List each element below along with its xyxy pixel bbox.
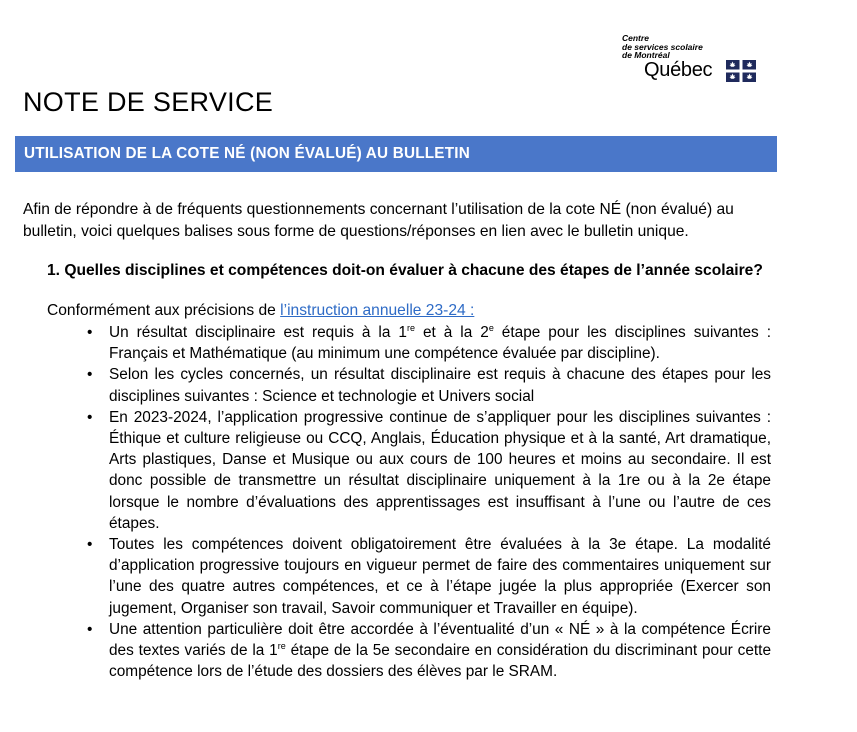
page-title: NOTE DE SERVICE bbox=[23, 87, 274, 117]
list-item: • Une attention particulière doit être accordée à l’éventualité d’un « NÉ » à la compétence Écrire des textes variés de la 1re étape de la 5e secondaire en considération du discriminant pour cette compétence lors de l’étude des dossiers des élèves par le SRAM. bbox=[87, 619, 771, 683]
logo-quebec-wordmark: Québec bbox=[644, 59, 713, 81]
logo bbox=[622, 34, 762, 84]
intro-paragraph: Afin de répondre à de fréquents questionnements concernant l’utilisation de la cote NÉ (non évalué) au bulletin, voici quelques balises sous forme de questions/réponses en lien avec le bulletin unique. bbox=[23, 201, 734, 240]
question-heading: 1. Quelles disciplines et compétences doit-on évaluer à chacune des étapes de l’année scolaire? bbox=[47, 262, 763, 279]
bullet-list bbox=[87, 322, 771, 682]
instruction-annuelle-link[interactable]: l’instruction annuelle 23-24 : bbox=[280, 302, 475, 319]
fleurdelise-flag-icon bbox=[726, 60, 756, 82]
list-item: • Un résultat disciplinaire est requis à la 1re et à la 2e étape pour les disciplines suivantes : Français et Mathématique (au minimum une compétence évaluée par discipline). bbox=[87, 322, 771, 364]
list-item: • Toutes les compétences doivent obligatoirement être évaluées à la 3e étape. La modalité d’application progressive toujours en vigueur permet de faire des commentaires uniquement sur l’une des quatre autres compétences, et ce à l’étape jugée la plus appropriée (Exercer son jugement, Organiser son travail, Savoir communiquer et Travailler en équipe). bbox=[87, 534, 771, 619]
list-item: • Selon les cycles concernés, un résultat disciplinaire est requis à chacune des étapes pour les disciplines suivantes : Science et technologie et Univers social bbox=[87, 364, 771, 406]
logo-org-name: Centre de services scolaire de Montréal bbox=[622, 33, 703, 60]
section-banner bbox=[15, 136, 777, 172]
list-item: • En 2023-2024, l’application progressive continue de s’appliquer pour les disciplines suivantes : Éthique et culture religieuse ou CCQ, Anglais, Éducation physique et à la santé, Art dramatique, Arts plastiques, Danse et Musique ou aux cours de 100 heures et moins au secondaire. Il est donc possible de transmettre un résultat disciplinaire uniquement à la 1re ou à la 2e étape lorsque le nombre d’évaluations des apprentissages est insuffisant à l’une ou l’autre de ces étapes. bbox=[87, 407, 771, 534]
lead-prefix: Conformément aux précisions de bbox=[47, 302, 281, 319]
section-banner-title: UTILISATION DE LA COTE NÉ (NON ÉVALUÉ) AU BULLETIN bbox=[24, 145, 470, 162]
lead-sentence bbox=[47, 300, 474, 322]
